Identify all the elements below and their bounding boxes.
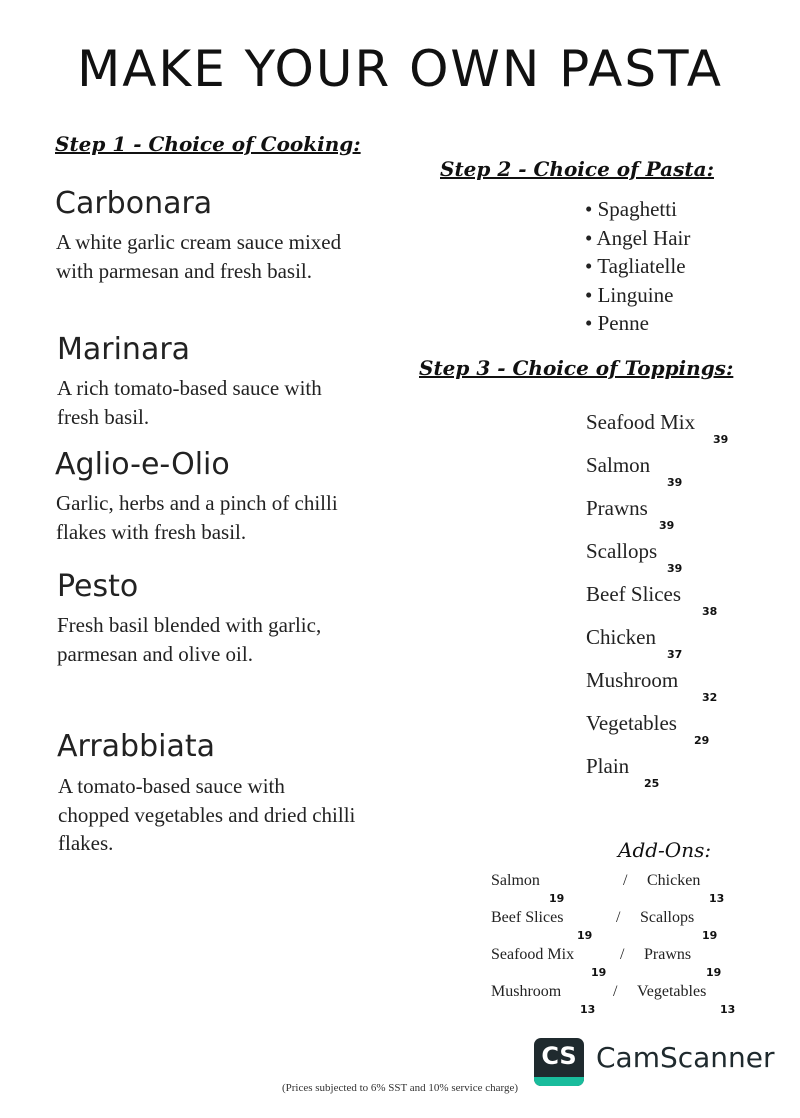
topping-item [586,668,678,693]
addon-name: Seafood Mix [491,946,575,963]
addon-name: Salmon [491,872,540,889]
camscanner-brand: CamScanner [596,1041,775,1074]
topping-item [586,582,681,607]
topping-price: 39 [667,476,683,489]
topping-price: 38 [702,605,718,618]
topping-price: 32 [702,691,718,704]
sauce-desc-marinara: A rich tomato-based sauce with fresh basil. [57,376,322,429]
addon-name: Vegetables [637,983,707,1000]
list-item: • Linguine [585,281,690,310]
addon-name: Mushroom [491,983,562,1000]
sauce-name-marinara: Marinara [57,332,191,367]
addon-name: Chicken [647,872,701,889]
addon-price: 13 [709,892,725,905]
page-title: MAKE YOUR OWN PASTA [77,40,723,98]
addon-separator: / [623,872,628,889]
topping-name: Scallops [586,539,658,563]
topping-price: 39 [667,562,683,575]
addon-separator: / [616,909,621,926]
topping-price: 39 [713,433,729,446]
topping-item [586,625,656,650]
addon-name: Scallops [640,909,695,926]
topping-name: Vegetables [586,711,677,735]
list-item: • Tagliatelle [585,252,690,281]
topping-price: 29 [694,734,710,747]
sauce-desc-arrabbiata: A tomato-based sauce with chopped vegetables and dried chilli flakes. [58,774,356,855]
topping-name: Salmon [586,453,651,477]
sauce-name-aglio-e-olio: Aglio-e-Olio [55,447,230,482]
topping-name: Seafood Mix [586,410,696,434]
step3-heading: Step 3 - Choice of Toppings: [419,356,734,380]
sauce-name-arrabbiata: Arrabbiata [57,729,215,764]
topping-item [586,410,695,435]
addon-price: 19 [577,929,593,942]
sauce-desc-aglio-e-olio: Garlic, herbs and a pinch of chilli flakes with fresh basil. [56,491,338,544]
addon-price: 19 [702,929,718,942]
addon-name: Beef Slices [491,909,564,926]
addon-price: 19 [706,966,722,979]
topping-name: Beef Slices [586,582,682,606]
addon-price: 13 [720,1003,736,1016]
topping-item [586,754,629,779]
list-item: • Angel Hair [585,224,690,253]
step1-heading: Step 1 - Choice of Cooking: [55,132,361,156]
pasta-list [585,195,690,338]
addon-separator: / [620,946,625,963]
topping-item [586,711,677,736]
sauce-name-pesto: Pesto [57,569,139,604]
topping-name: Prawns [586,496,648,520]
camscanner-logo-text: CS [541,1042,577,1070]
topping-price: 39 [659,519,675,532]
addon-price: 19 [591,966,607,979]
topping-price: 25 [644,777,660,790]
topping-price: 37 [667,648,683,661]
sauce-desc-carbonara: A white garlic cream sauce mixed with parmesan and fresh basil. [56,230,342,283]
topping-name: Chicken [586,625,656,649]
addon-separator: / [613,983,618,1000]
list-item: • Penne [585,309,690,338]
topping-name: Plain [586,754,630,778]
topping-item [586,539,657,564]
topping-item [586,496,648,521]
sauce-name-carbonara: Carbonara [55,186,213,221]
topping-name: Mushroom [586,668,679,692]
step2-heading: Step 2 - Choice of Pasta: [440,157,714,181]
list-item: • Spaghetti [585,195,690,224]
price-footnote: (Prices subjected to 6% SST and 10% service charge) [281,1082,519,1094]
addon-name: Prawns [644,946,692,963]
camscanner-logo [534,1038,584,1086]
addon-price: 19 [549,892,565,905]
sauce-desc-pesto: Fresh basil blended with garlic, parmesan and olive oil. [57,613,322,666]
topping-item [586,453,650,478]
addon-price: 13 [580,1003,596,1016]
addons-heading: Add-Ons: [618,838,712,862]
